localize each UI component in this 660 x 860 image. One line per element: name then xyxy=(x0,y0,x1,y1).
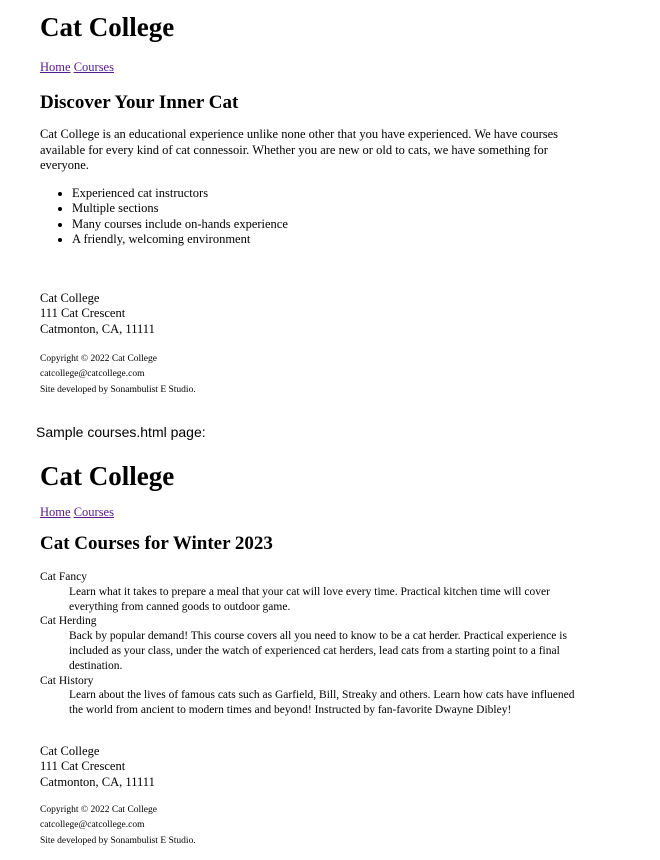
contact-email: catcollege@catcollege.com xyxy=(40,369,145,380)
course-description: Learn about the lives of famous cats such as Garfield, Bill, Streaky and others. Learn how cats have influened the world from ancient to modern times and beyond! Instructed by fan-favorite Dwayne Dibley! xyxy=(69,689,575,717)
course-name: Cat History xyxy=(40,674,94,687)
nav-link-courses[interactable]: Courses xyxy=(73,505,114,519)
footer xyxy=(40,803,196,849)
main-nav xyxy=(40,59,114,75)
page-heading: Discover Your Inner Cat xyxy=(40,92,239,113)
nav-link-home[interactable]: Home xyxy=(40,60,71,74)
developer-credit: Site developed by Sonambulist E Studio. xyxy=(40,835,196,846)
developer-credit: Site developed by Sonambulist E Studio. xyxy=(40,384,196,395)
page-heading: Cat Courses for Winter 2023 xyxy=(40,533,273,554)
address-city: Catmonton, CA, 11111 xyxy=(40,774,155,789)
course-description: Learn what it takes to prepare a meal that your cat will love every time. Practical kitchen time will cover everything from canned goods to outdoor game. xyxy=(69,585,550,613)
copyright-text: Copyright © 2022 Cat College xyxy=(40,805,157,815)
footer xyxy=(40,352,196,398)
list-item: • Experienced cat instructors xyxy=(72,186,288,201)
address-street: 111 Cat Crescent xyxy=(40,759,126,774)
site-title: Cat College xyxy=(40,12,175,42)
nav-link-courses[interactable]: Courses xyxy=(73,60,114,74)
list-item: • A friendly, welcoming environment xyxy=(72,232,288,247)
course-list xyxy=(40,570,580,718)
main-nav xyxy=(40,504,114,520)
nav-link-home[interactable]: Home xyxy=(40,505,71,519)
copyright-text: Copyright © 2022 Cat College xyxy=(40,354,157,364)
contact-email: catcollege@catcollege.com xyxy=(40,820,145,831)
feature-list xyxy=(40,186,288,247)
course-name: Cat Herding xyxy=(40,615,97,628)
site-title: Cat College xyxy=(40,461,175,491)
list-item: • Many courses include on-hands experience xyxy=(72,217,288,232)
address-name: Cat College xyxy=(40,744,100,758)
address-name: Cat College xyxy=(40,291,100,305)
intro-paragraph: Cat College is an educational experience unlike none other that you have experienced. We have courses available for every kind of cat connessoir. Whether you are new or old to cats, we have something for everyone. xyxy=(40,127,559,172)
course-name: Cat Fancy xyxy=(40,571,87,583)
sample-caption: Sample courses.html page: xyxy=(36,424,206,440)
address-street: 111 Cat Crescent xyxy=(40,306,126,321)
address-block xyxy=(40,291,155,337)
course-description: Back by popular demand! This course covers all you need to know to be a cat herder. Practical experience is included as your class, under the watch of experienced cat herders, lead cats from a starting point to a final destination. xyxy=(69,630,567,672)
address-city: Catmonton, CA, 11111 xyxy=(40,321,155,336)
list-item: • Multiple sections xyxy=(72,201,288,216)
address-block xyxy=(40,744,155,790)
